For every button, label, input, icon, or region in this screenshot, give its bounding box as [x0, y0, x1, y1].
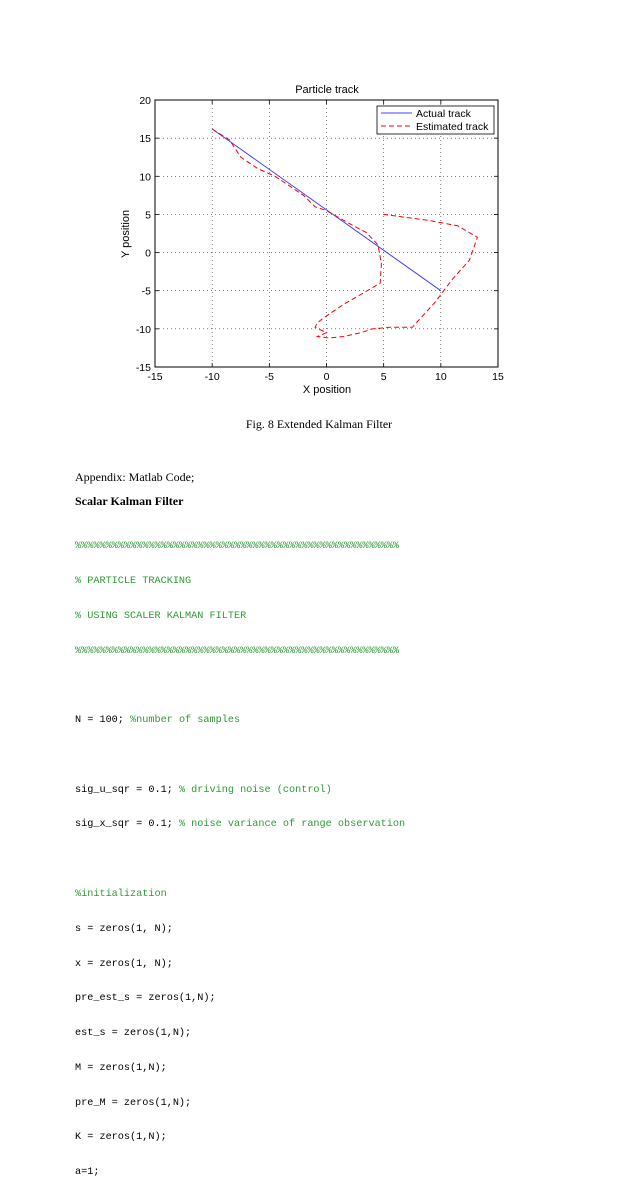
estimated-track-line: [212, 129, 477, 338]
x-tick-label: 0: [323, 371, 330, 383]
code-line: sig_u_sqr = 0.1; % driving noise (control): [75, 784, 332, 796]
y-tick-label: -5: [141, 285, 151, 298]
code-line: x = zeros(1, N);: [75, 958, 173, 970]
x-tick-label: 5: [380, 371, 387, 383]
code-line: % PARTICLE TRACKING: [75, 575, 192, 587]
code-line: a=1;: [75, 1167, 100, 1179]
y-tick-label: 15: [139, 133, 151, 146]
legend-label-estimated: Estimated track: [416, 121, 489, 133]
code-line: pre_est_s = zeros(1,N);: [75, 993, 216, 1005]
code-line: N = 100; %number of samples: [75, 715, 241, 727]
code-line: %%%%%%%%%%%%%%%%%%%%%%%%%%%%%%%%%%%%%%%%%%%%%%%%%%%%%: [75, 645, 400, 657]
matlab-code-block: [75, 518, 615, 1190]
y-tick-label: -10: [135, 323, 151, 336]
chart-title: Particle track: [295, 84, 359, 96]
figure-caption: Fig. 8 Extended Kalman Filter: [245, 417, 393, 431]
code-line: M = zeros(1,N);: [75, 1062, 167, 1074]
y-tick-label: 0: [145, 247, 151, 260]
y-tick-label: 10: [139, 171, 151, 184]
grid-lines: [155, 100, 498, 367]
section-heading: Scalar Kalman Filter: [75, 494, 184, 508]
x-axis-label: X position: [302, 384, 352, 396]
code-line: [75, 750, 615, 762]
actual-track-line: [212, 129, 441, 291]
appendix-heading: Appendix: Matlab Code;: [75, 470, 195, 484]
y-tick-label: 20: [139, 95, 151, 107]
y-axis-label: Y position: [120, 209, 132, 259]
code-line: [75, 854, 615, 866]
particle-track-figure: [0, 0, 638, 410]
code-line: sig_x_sqr = 0.1; % noise variance of range observation: [75, 819, 406, 831]
series-group: [212, 129, 477, 338]
y-tick-label: -15: [135, 362, 151, 374]
code-line: %initialization: [75, 889, 167, 900]
code-line: est_s = zeros(1,N);: [75, 1028, 192, 1040]
code-line: % USING SCALER KALMAN FILTER: [75, 610, 247, 622]
code-line: [75, 680, 615, 692]
x-tick-label: 10: [434, 371, 447, 383]
x-tick-label: -10: [204, 371, 220, 383]
code-line: K = zeros(1,N);: [75, 1132, 167, 1144]
x-tick-label: -15: [147, 371, 163, 383]
code-line: s = zeros(1, N);: [75, 923, 173, 935]
legend-label-actual: Actual track: [416, 108, 471, 120]
legend: [377, 106, 494, 134]
x-tick-label: 15: [492, 371, 504, 383]
code-line: pre_M = zeros(1,N);: [75, 1097, 192, 1109]
x-tick-label: -5: [264, 371, 275, 383]
y-tick-label: 5: [145, 209, 151, 222]
code-line: %%%%%%%%%%%%%%%%%%%%%%%%%%%%%%%%%%%%%%%%%%%%%%%%%%%%%: [75, 541, 400, 553]
